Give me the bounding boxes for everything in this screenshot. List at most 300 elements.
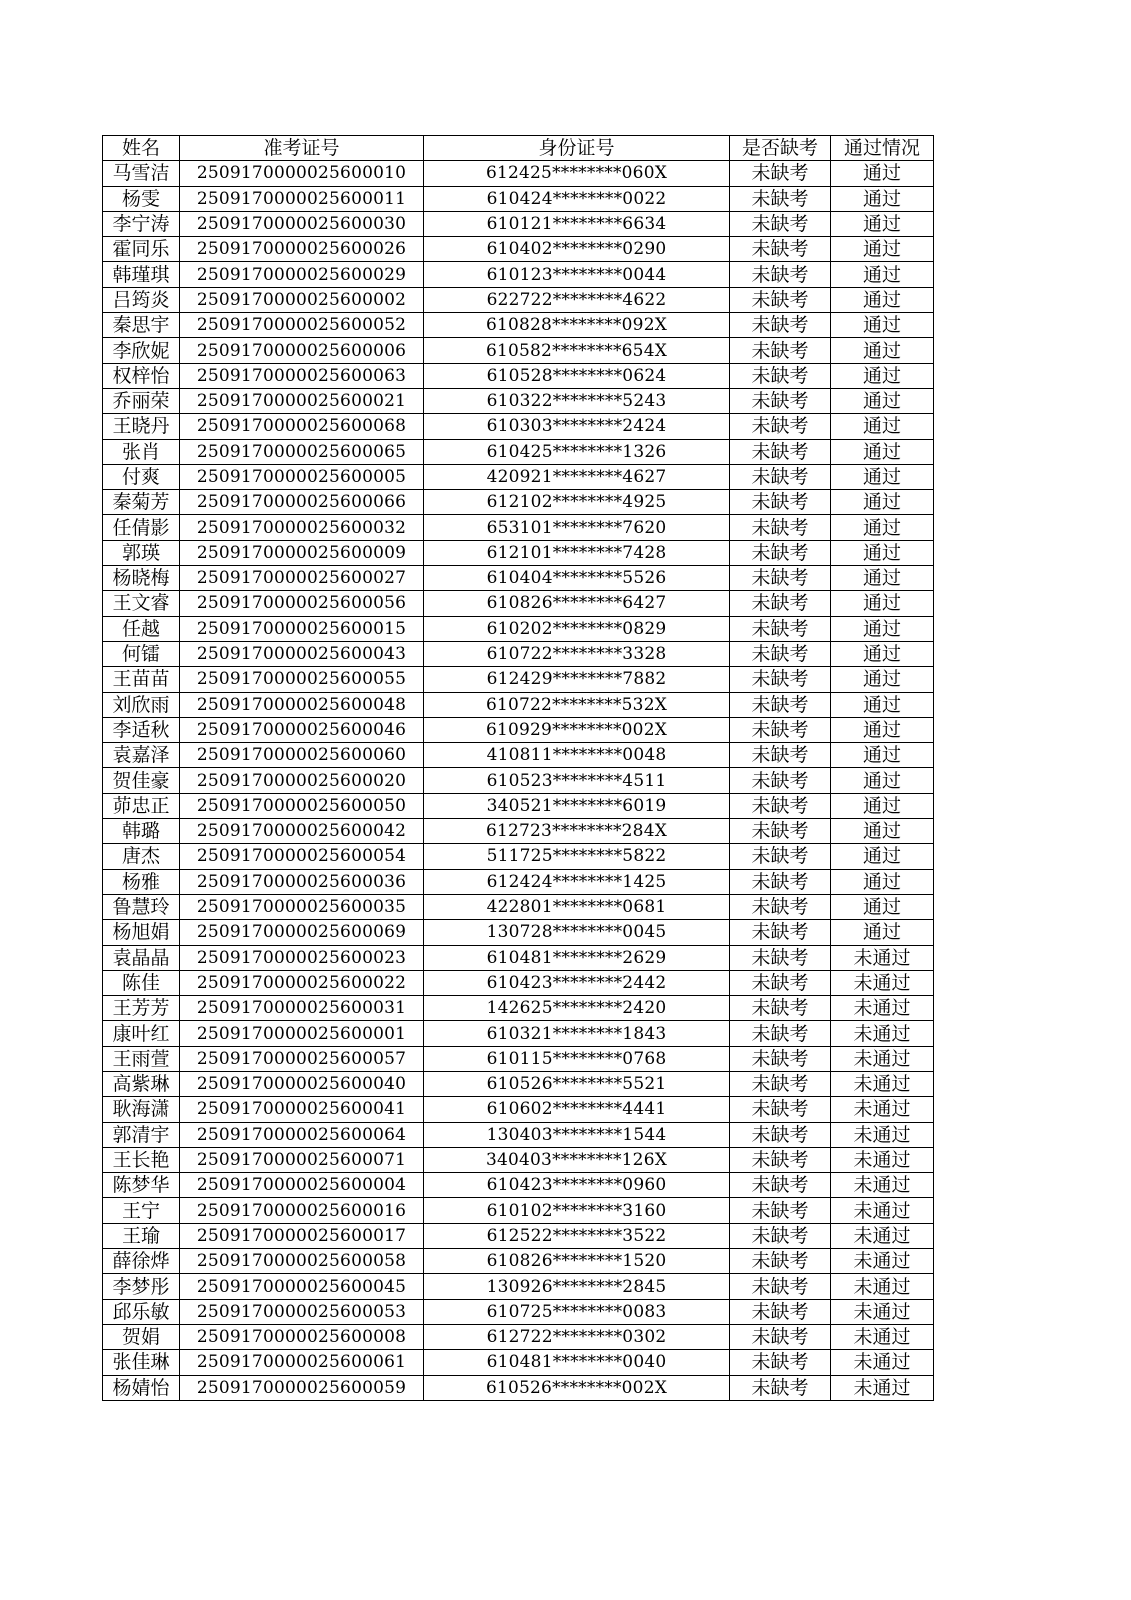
cell-exam-number: 2509170000025600065 [180, 439, 424, 464]
cell-pass-status: 通过 [831, 313, 934, 338]
cell-absent: 未缺考 [730, 1097, 831, 1122]
cell-name: 王宁 [103, 1198, 180, 1223]
cell-name: 郭瑛 [103, 540, 180, 565]
table-row [103, 1021, 934, 1046]
cell-exam-number: 2509170000025600060 [180, 743, 424, 768]
cell-pass-status: 通过 [831, 161, 934, 186]
cell-id-number: 612522********3522 [424, 1223, 730, 1248]
cell-absent: 未缺考 [730, 338, 831, 363]
cell-id-number: 610121********6634 [424, 211, 730, 236]
cell-exam-number: 2509170000025600002 [180, 287, 424, 312]
cell-absent: 未缺考 [730, 945, 831, 970]
cell-pass-status: 通过 [831, 439, 934, 464]
cell-absent: 未缺考 [730, 616, 831, 641]
table-header [103, 136, 934, 161]
cell-exam-number: 2509170000025600068 [180, 414, 424, 439]
cell-name: 杨婧怡 [103, 1375, 180, 1400]
cell-name: 张佳琳 [103, 1350, 180, 1375]
table-row [103, 287, 934, 312]
cell-name: 韩璐 [103, 819, 180, 844]
cell-absent: 未缺考 [730, 1173, 831, 1198]
cell-absent: 未缺考 [730, 844, 831, 869]
table-row [103, 641, 934, 666]
cell-exam-number: 2509170000025600011 [180, 186, 424, 211]
cell-absent: 未缺考 [730, 869, 831, 894]
table-row [103, 1299, 934, 1324]
cell-id-number: 610115********0768 [424, 1046, 730, 1071]
cell-name: 秦思宇 [103, 313, 180, 338]
cell-id-number: 610523********4511 [424, 768, 730, 793]
cell-name: 贺佳豪 [103, 768, 180, 793]
cell-absent: 未缺考 [730, 1249, 831, 1274]
cell-pass-status: 通过 [831, 743, 934, 768]
cell-pass-status: 未通过 [831, 1021, 934, 1046]
cell-pass-status: 通过 [831, 186, 934, 211]
cell-name: 李适秋 [103, 717, 180, 742]
cell-absent: 未缺考 [730, 793, 831, 818]
cell-pass-status: 通过 [831, 566, 934, 591]
cell-id-number: 340403********126X [424, 1147, 730, 1172]
cell-name: 薛徐烨 [103, 1249, 180, 1274]
cell-exam-number: 2509170000025600026 [180, 237, 424, 262]
cell-pass-status: 通过 [831, 717, 934, 742]
cell-id-number: 130403********1544 [424, 1122, 730, 1147]
cell-name: 李梦彤 [103, 1274, 180, 1299]
header-pass-status: 通过情况 [831, 136, 934, 161]
cell-id-number: 610526********002X [424, 1375, 730, 1400]
cell-pass-status: 未通过 [831, 1097, 934, 1122]
cell-exam-number: 2509170000025600061 [180, 1350, 424, 1375]
table-row [103, 1223, 934, 1248]
cell-absent: 未缺考 [730, 566, 831, 591]
cell-absent: 未缺考 [730, 743, 831, 768]
cell-absent: 未缺考 [730, 591, 831, 616]
cell-name: 付爽 [103, 464, 180, 489]
cell-id-number: 612101********7428 [424, 540, 730, 565]
table-row [103, 414, 934, 439]
table-row [103, 970, 934, 995]
cell-id-number: 610722********3328 [424, 641, 730, 666]
table-row [103, 894, 934, 919]
cell-id-number: 612723********284X [424, 819, 730, 844]
cell-absent: 未缺考 [730, 1375, 831, 1400]
cell-absent: 未缺考 [730, 641, 831, 666]
cell-exam-number: 2509170000025600063 [180, 363, 424, 388]
cell-exam-number: 2509170000025600032 [180, 515, 424, 540]
cell-id-number: 610526********5521 [424, 1071, 730, 1096]
cell-absent: 未缺考 [730, 540, 831, 565]
cell-name: 刘欣雨 [103, 692, 180, 717]
cell-exam-number: 2509170000025600043 [180, 641, 424, 666]
cell-id-number: 610828********092X [424, 313, 730, 338]
cell-exam-number: 2509170000025600050 [180, 793, 424, 818]
cell-exam-number: 2509170000025600017 [180, 1223, 424, 1248]
cell-exam-number: 2509170000025600006 [180, 338, 424, 363]
cell-id-number: 653101********7620 [424, 515, 730, 540]
cell-absent: 未缺考 [730, 161, 831, 186]
cell-absent: 未缺考 [730, 414, 831, 439]
cell-id-number: 511725********5822 [424, 844, 730, 869]
cell-exam-number: 2509170000025600009 [180, 540, 424, 565]
cell-absent: 未缺考 [730, 667, 831, 692]
cell-absent: 未缺考 [730, 186, 831, 211]
cell-id-number: 420921********4627 [424, 464, 730, 489]
table-row [103, 1249, 934, 1274]
cell-pass-status: 未通过 [831, 1173, 934, 1198]
cell-pass-status: 通过 [831, 793, 934, 818]
table-row [103, 717, 934, 742]
cell-absent: 未缺考 [730, 894, 831, 919]
header-name: 姓名 [103, 136, 180, 161]
cell-name: 高紫琳 [103, 1071, 180, 1096]
cell-id-number: 610303********2424 [424, 414, 730, 439]
table-row [103, 920, 934, 945]
table-row [103, 616, 934, 641]
cell-absent: 未缺考 [730, 1046, 831, 1071]
cell-exam-number: 2509170000025600048 [180, 692, 424, 717]
cell-pass-status: 通过 [831, 768, 934, 793]
cell-exam-number: 2509170000025600058 [180, 1249, 424, 1274]
cell-name: 乔丽荣 [103, 388, 180, 413]
cell-pass-status: 未通过 [831, 1198, 934, 1223]
cell-exam-number: 2509170000025600008 [180, 1324, 424, 1349]
cell-id-number: 610481********0040 [424, 1350, 730, 1375]
cell-pass-status: 未通过 [831, 1046, 934, 1071]
cell-pass-status: 未通过 [831, 1274, 934, 1299]
cell-exam-number: 2509170000025600029 [180, 262, 424, 287]
table-row [103, 515, 934, 540]
cell-name: 王文睿 [103, 591, 180, 616]
cell-pass-status: 通过 [831, 591, 934, 616]
cell-id-number: 610425********1326 [424, 439, 730, 464]
cell-id-number: 612425********060X [424, 161, 730, 186]
cell-exam-number: 2509170000025600035 [180, 894, 424, 919]
cell-pass-status: 通过 [831, 363, 934, 388]
cell-pass-status: 通过 [831, 262, 934, 287]
table-row [103, 743, 934, 768]
cell-pass-status: 通过 [831, 819, 934, 844]
cell-absent: 未缺考 [730, 211, 831, 236]
cell-absent: 未缺考 [730, 1350, 831, 1375]
cell-id-number: 610322********5243 [424, 388, 730, 413]
cell-absent: 未缺考 [730, 819, 831, 844]
cell-pass-status: 通过 [831, 894, 934, 919]
table-row [103, 1097, 934, 1122]
cell-id-number: 130728********0045 [424, 920, 730, 945]
cell-id-number: 610725********0083 [424, 1299, 730, 1324]
cell-absent: 未缺考 [730, 262, 831, 287]
table-row [103, 490, 934, 515]
cell-exam-number: 2509170000025600021 [180, 388, 424, 413]
cell-name: 贺娟 [103, 1324, 180, 1349]
cell-name: 何镭 [103, 641, 180, 666]
table-row [103, 338, 934, 363]
table-row [103, 566, 934, 591]
cell-absent: 未缺考 [730, 996, 831, 1021]
cell-name: 鲁慧玲 [103, 894, 180, 919]
cell-pass-status: 未通过 [831, 1375, 934, 1400]
cell-name: 郭清宇 [103, 1122, 180, 1147]
cell-exam-number: 2509170000025600016 [180, 1198, 424, 1223]
header-id-number: 身份证号 [424, 136, 730, 161]
cell-absent: 未缺考 [730, 237, 831, 262]
cell-exam-number: 2509170000025600066 [180, 490, 424, 515]
cell-name: 王瑜 [103, 1223, 180, 1248]
cell-absent: 未缺考 [730, 490, 831, 515]
table-row [103, 768, 934, 793]
table-row [103, 996, 934, 1021]
table-row [103, 869, 934, 894]
header-row [103, 136, 934, 161]
cell-absent: 未缺考 [730, 717, 831, 742]
cell-exam-number: 2509170000025600031 [180, 996, 424, 1021]
cell-name: 霍同乐 [103, 237, 180, 262]
cell-id-number: 612429********7882 [424, 667, 730, 692]
cell-name: 张肖 [103, 439, 180, 464]
cell-exam-number: 2509170000025600069 [180, 920, 424, 945]
cell-name: 李欣妮 [103, 338, 180, 363]
cell-name: 杨旭娟 [103, 920, 180, 945]
cell-exam-number: 2509170000025600030 [180, 211, 424, 236]
cell-absent: 未缺考 [730, 287, 831, 312]
cell-absent: 未缺考 [730, 313, 831, 338]
cell-pass-status: 未通过 [831, 1071, 934, 1096]
table-row [103, 793, 934, 818]
cell-absent: 未缺考 [730, 363, 831, 388]
cell-absent: 未缺考 [730, 1071, 831, 1096]
results-table [102, 135, 934, 1401]
cell-exam-number: 2509170000025600052 [180, 313, 424, 338]
cell-id-number: 610528********0624 [424, 363, 730, 388]
cell-name: 吕筠炎 [103, 287, 180, 312]
cell-exam-number: 2509170000025600041 [180, 1097, 424, 1122]
cell-id-number: 610826********1520 [424, 1249, 730, 1274]
cell-absent: 未缺考 [730, 1274, 831, 1299]
cell-absent: 未缺考 [730, 388, 831, 413]
cell-name: 袁嘉泽 [103, 743, 180, 768]
table-row [103, 844, 934, 869]
cell-pass-status: 未通过 [831, 1324, 934, 1349]
cell-absent: 未缺考 [730, 439, 831, 464]
table-row [103, 1350, 934, 1375]
table-row [103, 363, 934, 388]
cell-absent: 未缺考 [730, 970, 831, 995]
cell-pass-status: 通过 [831, 869, 934, 894]
table-row [103, 591, 934, 616]
table-row [103, 1324, 934, 1349]
cell-name: 韩瑾琪 [103, 262, 180, 287]
cell-id-number: 340521********6019 [424, 793, 730, 818]
cell-absent: 未缺考 [730, 1198, 831, 1223]
cell-name: 任越 [103, 616, 180, 641]
cell-exam-number: 2509170000025600055 [180, 667, 424, 692]
cell-id-number: 610321********1843 [424, 1021, 730, 1046]
cell-id-number: 612102********4925 [424, 490, 730, 515]
cell-id-number: 610404********5526 [424, 566, 730, 591]
cell-pass-status: 通过 [831, 287, 934, 312]
cell-pass-status: 通过 [831, 641, 934, 666]
cell-id-number: 610424********0022 [424, 186, 730, 211]
cell-exam-number: 2509170000025600040 [180, 1071, 424, 1096]
cell-id-number: 610722********532X [424, 692, 730, 717]
cell-exam-number: 2509170000025600064 [180, 1122, 424, 1147]
cell-pass-status: 未通过 [831, 1350, 934, 1375]
cell-pass-status: 通过 [831, 464, 934, 489]
table-row [103, 464, 934, 489]
table-row [103, 237, 934, 262]
table-row [103, 1147, 934, 1172]
cell-absent: 未缺考 [730, 1299, 831, 1324]
cell-id-number: 610102********3160 [424, 1198, 730, 1223]
table-row [103, 1375, 934, 1400]
cell-absent: 未缺考 [730, 1324, 831, 1349]
cell-pass-status: 通过 [831, 211, 934, 236]
header-exam-number: 准考证号 [180, 136, 424, 161]
cell-id-number: 422801********0681 [424, 894, 730, 919]
table-row [103, 1198, 934, 1223]
cell-exam-number: 2509170000025600045 [180, 1274, 424, 1299]
table-row [103, 667, 934, 692]
table-row [103, 540, 934, 565]
cell-name: 马雪洁 [103, 161, 180, 186]
cell-pass-status: 未通过 [831, 1122, 934, 1147]
cell-pass-status: 未通过 [831, 970, 934, 995]
table-row [103, 161, 934, 186]
cell-pass-status: 通过 [831, 490, 934, 515]
cell-exam-number: 2509170000025600001 [180, 1021, 424, 1046]
cell-exam-number: 2509170000025600046 [180, 717, 424, 742]
cell-pass-status: 未通过 [831, 945, 934, 970]
cell-pass-status: 通过 [831, 540, 934, 565]
cell-id-number: 610826********6427 [424, 591, 730, 616]
cell-name: 任倩影 [103, 515, 180, 540]
cell-name: 杨雯 [103, 186, 180, 211]
cell-name: 王长艳 [103, 1147, 180, 1172]
cell-pass-status: 未通过 [831, 1147, 934, 1172]
cell-absent: 未缺考 [730, 464, 831, 489]
cell-id-number: 610423********0960 [424, 1173, 730, 1198]
table-row [103, 945, 934, 970]
cell-exam-number: 2509170000025600020 [180, 768, 424, 793]
cell-name: 耿海潇 [103, 1097, 180, 1122]
cell-pass-status: 未通过 [831, 1249, 934, 1274]
table-row [103, 692, 934, 717]
cell-name: 王芳芳 [103, 996, 180, 1021]
cell-id-number: 610481********2629 [424, 945, 730, 970]
cell-id-number: 410811********0048 [424, 743, 730, 768]
cell-name: 邱乐敏 [103, 1299, 180, 1324]
cell-pass-status: 通过 [831, 388, 934, 413]
cell-pass-status: 未通过 [831, 1223, 934, 1248]
cell-id-number: 610202********0829 [424, 616, 730, 641]
cell-name: 权梓怡 [103, 363, 180, 388]
cell-pass-status: 通过 [831, 515, 934, 540]
cell-pass-status: 通过 [831, 844, 934, 869]
cell-name: 茆忠正 [103, 793, 180, 818]
cell-absent: 未缺考 [730, 1021, 831, 1046]
cell-id-number: 610423********2442 [424, 970, 730, 995]
cell-id-number: 130926********2845 [424, 1274, 730, 1299]
table-row [103, 1046, 934, 1071]
cell-name: 王雨萱 [103, 1046, 180, 1071]
table-body [103, 161, 934, 1401]
cell-id-number: 612722********0302 [424, 1324, 730, 1349]
cell-exam-number: 2509170000025600036 [180, 869, 424, 894]
cell-pass-status: 通过 [831, 920, 934, 945]
cell-id-number: 610582********654X [424, 338, 730, 363]
cell-exam-number: 2509170000025600042 [180, 819, 424, 844]
cell-pass-status: 通过 [831, 237, 934, 262]
cell-id-number: 610929********002X [424, 717, 730, 742]
cell-exam-number: 2509170000025600023 [180, 945, 424, 970]
table-row [103, 262, 934, 287]
cell-exam-number: 2509170000025600059 [180, 1375, 424, 1400]
cell-pass-status: 通过 [831, 667, 934, 692]
cell-exam-number: 2509170000025600056 [180, 591, 424, 616]
cell-id-number: 142625********2420 [424, 996, 730, 1021]
cell-exam-number: 2509170000025600054 [180, 844, 424, 869]
cell-name: 杨雅 [103, 869, 180, 894]
cell-exam-number: 2509170000025600015 [180, 616, 424, 641]
cell-id-number: 612424********1425 [424, 869, 730, 894]
cell-name: 秦菊芳 [103, 490, 180, 515]
cell-pass-status: 未通过 [831, 996, 934, 1021]
header-absent: 是否缺考 [730, 136, 831, 161]
cell-exam-number: 2509170000025600010 [180, 161, 424, 186]
table-row [103, 211, 934, 236]
cell-exam-number: 2509170000025600057 [180, 1046, 424, 1071]
cell-name: 陈佳 [103, 970, 180, 995]
cell-name: 王苗苗 [103, 667, 180, 692]
cell-name: 袁晶晶 [103, 945, 180, 970]
cell-pass-status: 通过 [831, 616, 934, 641]
cell-pass-status: 通过 [831, 692, 934, 717]
cell-absent: 未缺考 [730, 920, 831, 945]
cell-id-number: 610602********4441 [424, 1097, 730, 1122]
cell-name: 王晓丹 [103, 414, 180, 439]
table-row [103, 1071, 934, 1096]
cell-name: 陈梦华 [103, 1173, 180, 1198]
cell-name: 康叶红 [103, 1021, 180, 1046]
cell-absent: 未缺考 [730, 768, 831, 793]
table-row [103, 1173, 934, 1198]
cell-id-number: 610123********0044 [424, 262, 730, 287]
cell-absent: 未缺考 [730, 515, 831, 540]
cell-absent: 未缺考 [730, 1223, 831, 1248]
cell-id-number: 622722********4622 [424, 287, 730, 312]
cell-exam-number: 2509170000025600027 [180, 566, 424, 591]
cell-absent: 未缺考 [730, 1147, 831, 1172]
cell-name: 李宁涛 [103, 211, 180, 236]
cell-exam-number: 2509170000025600053 [180, 1299, 424, 1324]
table-row [103, 388, 934, 413]
cell-absent: 未缺考 [730, 692, 831, 717]
cell-pass-status: 未通过 [831, 1299, 934, 1324]
cell-pass-status: 通过 [831, 338, 934, 363]
table-row [103, 1274, 934, 1299]
cell-exam-number: 2509170000025600004 [180, 1173, 424, 1198]
table-row [103, 819, 934, 844]
cell-exam-number: 2509170000025600005 [180, 464, 424, 489]
table-row [103, 313, 934, 338]
cell-id-number: 610402********0290 [424, 237, 730, 262]
cell-exam-number: 2509170000025600022 [180, 970, 424, 995]
table-row [103, 439, 934, 464]
table-row [103, 1122, 934, 1147]
cell-pass-status: 通过 [831, 414, 934, 439]
cell-exam-number: 2509170000025600071 [180, 1147, 424, 1172]
cell-name: 唐杰 [103, 844, 180, 869]
